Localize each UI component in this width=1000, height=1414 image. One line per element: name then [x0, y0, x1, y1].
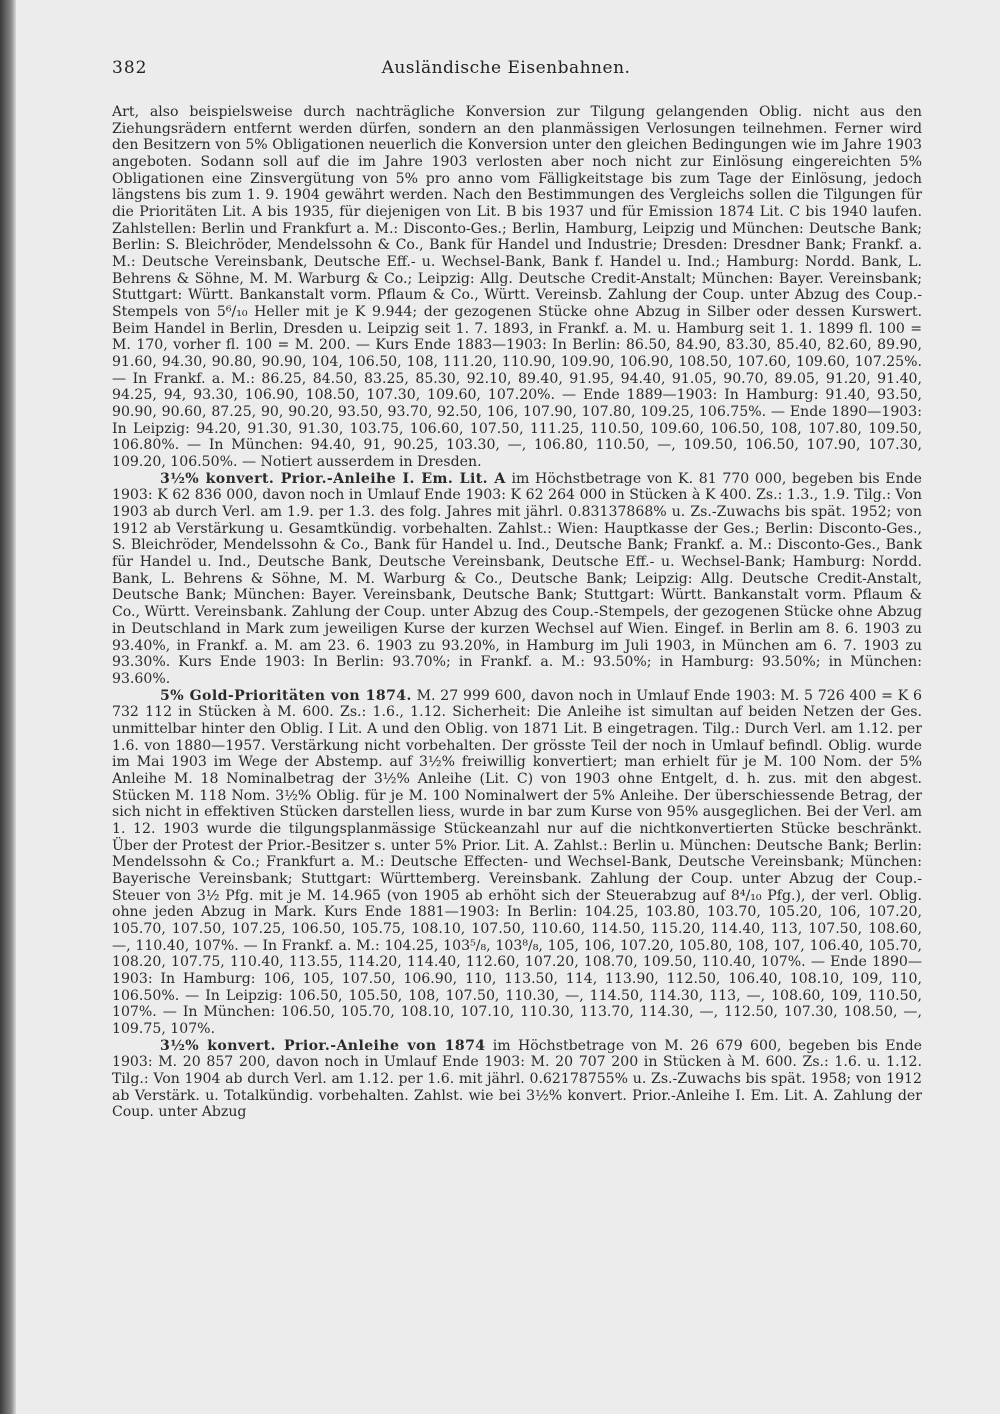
paragraph-continuation — [112, 104, 922, 471]
section-heading: 5% Gold-Prioritäten von 1874. — [160, 687, 412, 704]
page-number: 382 — [112, 58, 148, 78]
running-head: Ausländische Eisenbahnen. — [381, 58, 631, 78]
paragraph-text: Art, also beispielsweise durch nachträgliche Konversion zur Tilgung gelangenden Oblig. nicht aus den Ziehungsrädern entfernt werden dürfen, sondern an den planmässigen Verlosungen teilnehmen. Ferner wird den Besitzern von 5% Obligationen neuerlich die Konversion unter den gleichen Bedingungen wie im Jahre 1903 angeboten. Sodann soll auf die im Jahre 1903 verlosten aber noch nicht zur Einlösung eingereichten 5% Obligationen eine Zinsvergütung von 5% pro anno vom Fälligkeitstage bis zum Tage der Einlösung, jedoch längstens bis zum 1. 9. 1904 gewährt werden. Nach den Bestimmungen des Vergleichs sollen die Tilgungen für die Prioritäten Lit. A bis 1935, für diejenigen von Lit. B bis 1937 und für Emission 1874 Lit. C bis 1940 laufen. Zahlstellen: Berlin und Frankfurt a. M.: Disconto-Ges.; Berlin, Hamburg, Leipzig und München: Deutsche Bank; Berlin: S. Bleichröder, Mendelssohn & Co., Bank für Handel und Industrie; Dresden: Dresdner Bank; Frankf. a. M.: Deutsche Vereinsbank, Deutsche Eff.- u. Wechsel-Bank, Bank f. Handel u. Ind.; Hamburg: Nordd. Bank, L. Behrens & Söhne, M. M. Warburg & Co.; Leipzig: Allg. Deutsche Credit-Anstalt; München: Bayer. Vereinsbank; Stuttgart: Württ. Bankanstalt vorm. Pflaum & Co., Württ. Vereinsb. Zahlung der Coup. unter Abzug des Coup.-Stempels von 5⁶/₁₀ Heller mit je K 9.944; der gezogenen Stücke ohne Abzug in Silber oder dessen Kurswert. Beim Handel in Berlin, Dresden u. Leipzig seit 1. 7. 1893, in Frankf. a. M. u. Hamburg seit 1. 1. 1899 fl. 100 = M. 170, vorher fl. 100 = M. 200. — Kurs Ende 1883—1903: In Berlin: 86.50, 84.90, 83.30, 85.40, 82.60, 89.90, 91.60, 94.30, 90.80, 90.90, 104, 106.50, 108, 111.20, 110.90, 109.90, 106.90, 108.50, 107.60, 109.60, 107.25%. — In Frankf. a. M.: 86.25, 84.50, 83.25, 85.30, 92.10, 89.40, 91.95, 94.40, 91.05, 90.70, 89.05, 91.20, 91.40, 94.25, 94, 93.30, 106.90, 108.50, 107.30, 109.60, 107.20%. — Ende 1889—1903: In Hamburg: 91.40, 93.50, 90.90, 90.60, 87.25, 90, 90.20, 93.50, 93.70, 92.50, 106, 107.90, 107.80, 109.25, 106.75%. — Ende 1890—1903: In Leipzig: 94.20, 91.30, 91.30, 103.75, 106.60, 107.50, 111.25, 110.50, 109.60, 106.50, 108, 107.80, 109.50, 106.80%. — In München: 94.40, 91, 90.25, 103.30, —, 106.80, 110.50, —, 109.50, 106.50, 107.90, 107.30, 109.20, 106.50%. — Notiert ausserdem in Dresden. — [112, 104, 922, 471]
page-header — [112, 58, 900, 82]
page-body — [112, 104, 927, 1121]
section-heading: 3½% konvert. Prior.-Anleihe von 1874 — [160, 1037, 486, 1054]
paragraph-gold-prioritaeten-1874 — [112, 687, 927, 1038]
scan-edge-shadow — [0, 0, 16, 1414]
paragraph-prior-anleihe-lit-a — [112, 470, 927, 688]
paragraph-text: M. 27 999 600, davon noch in Umlauf Ende 1903: M. 5 726 400 = K 6 732 112 in Stücken à M. 600. Zs.: 1.6., 1.12. Sicherheit: Die Anleihe ist simultan auf beiden Netzen der Ges. unmittelbar hinter den Oblig. I Lit. A und den Oblig. von 1871 Lit. B eingetragen. Tilg.: Durch Verl. am 1.12. per 1.6. von 1880—1957. Verstärkung nicht vorbehalten. Der grösste Teil der noch in Umlauf befindl. Oblig. wurde im Mai 1903 im Wege der Abstemp. auf 3½% freiwillig konvertiert; man erhielt für je M. 100 Nom. der 5% Anleihe M. 18 Nominalbetrag der 3½% Anleihe (Lit. C) von 1903 ohne Entgelt, d. h. zus. mit den abgest. Stücken M. 118 Nom. 3½% Oblig. für je M. 100 Nominalwert der 5% Anleihe. Der überschiessende Betrag, der sich nicht in effektiven Stücken darstellen liess, wurde in bar zum Kurse von 95% ausgeglichen. Bei der Verl. am 1. 12. 1903 wurde die tilgungsplanmässige Stückeanzahl nur auf die nichtkonvertierten Stücke beschränkt. Über der Protest der Prior.-Besitzer s. unter 5% Prior. Lit. A. Zahlst.: Berlin u. München: Deutsche Bank; Berlin: Mendelssohn & Co.; Frankfurt a. M.: Deutsche Effecten- und Wechsel-Bank, Deutsche Vereinsbank; München: Bayerische Vereinsbank; Stuttgart: Württemberg. Vereinsbank. Zahlung der Coup. unter Abzug der Coup.-Steuer von 3½ Pfg. mit je M. 14.965 (von 1905 ab erhöht sich der Steuerabzug auf 8⁴/₁₀ Pfg.), der verl. Oblig. ohne jeden Abzug in Mark. Kurs Ende 1881—1903: In Berlin: 104.25, 103.80, 103.70, 105.20, 106, 107.20, 105.70, 107.50, 107.25, 106.50, 105.75, 108.10, 107.50, 110.60, 114.50, 115.20, 114.40, 113, 107.50, 108.60, —, 110.40, 107%. — In Frankf. a. M.: 104.25, 103⁵/₈, 103⁸/₈, 105, 106, 107.20, 105.80, 108, 107, 106.40, 105.70, 108.20, 107.75, 110.40, 113.55, 114.20, 114.40, 112.60, 107.20, 108.70, 109.50, 110.40, 107%. — Ende 1890—1903: In Hamburg: 106, 105, 107.50, 106.90, 110, 113.50, 114, 113.90, 112.50, 106.40, 108.10, 109, 110, 106.50%. — In Leipzig: 106.50, 105.50, 108, 107.50, 110.30, —, 114.50, 114.30, 113, —, 108.60, 109, 110.50, 107%. — In München: 106.50, 105.70, 108.10, 107.10, 110.30, 113.70, 114.30, —, 112.50, 107.30, 108.50, —, 109.75, 107%. — [112, 687, 927, 1037]
section-heading: 3½% konvert. Prior.-Anleihe I. Em. Lit. A — [160, 470, 506, 487]
paragraph-text: im Höchstbetrage von K. 81 770 000, begeben bis Ende 1903: K 62 836 000, davon noch in Umlauf Ende 1903: K 62 264 000 in Stücken à K 400. Zs.: 1.3., 1.9. Tilg.: Von 1903 ab durch Verl. am 1.9. per 1.3. des folg. Jahres mit jährl. 0.83137868% u. Zs.-Zuwachs bis spät. 1952; von 1912 ab Verstärkung u. Gesamtkündig. vorbehalten. Zahlst.: Wien: Hauptkasse der Ges.; Berlin: Disconto-Ges., S. Bleichröder, Mendelssohn & Co., Bank für Handel u. Ind., Deutsche Bank; Frankf. a. M.: Disconto-Ges., Bank für Handel u. Ind., Deutsche Bank, Deutsche Vereinsbank, Deutsche Eff.- u. Wechsel-Bank; Hamburg: Nordd. Bank, L. Behrens & Söhne, M. M. Warburg & Co., Deutsche Bank; Leipzig: Allg. Deutsche Credit-Anstalt, Deutsche Bank; München: Bayer. Vereinsbank, Deutsche Bank; Stuttgart: Württ. Bankanstalt vorm. Pflaum & Co., Württ. Vereinsbank. Zahlung der Coup. unter Abzug des Coup.-Stempels, der gezogenen Stücke ohne Abzug in Deutschland in Mark zum jeweiligen Kurse der kurzen Wechsel auf Wien. Eingef. in Berlin am 8. 6. 1903 zu 93.40%, in Frankf. a. M. am 23. 6. 1903 zu 93.20%, in Hamburg im Juli 1903, in München am 6. 7. 1903 zu 93.30%. Kurs Ende 1903: In Berlin: 93.70%; in Frankf. a. M.: 93.50%; in Hamburg: 93.50%; in München: 93.60%. — [112, 470, 927, 687]
paragraph-text: im Höchstbetrage von M. 26 679 600, begeben bis Ende 1903: M. 20 857 200, davon noch in Umlauf Ende 1903: M. 20 707 200 in Stücken à M. 600. Zs.: 1.6. u. 1.12. Tilg.: Von 1904 ab durch Verl. am 1.12. per 1.6. mit jährl. 0.62178755% u. Zs.-Zuwachs bis spät. 1958; von 1912 ab Verstärk. u. Totalkündig. vorbehalten. Zahlst. wie bei 3½% konvert. Prior.-Anleihe I. Em. Lit. A. Zahlung der Coup. unter Abzug — [112, 1037, 927, 1121]
paragraph-prior-anleihe-1874 — [112, 1037, 927, 1121]
